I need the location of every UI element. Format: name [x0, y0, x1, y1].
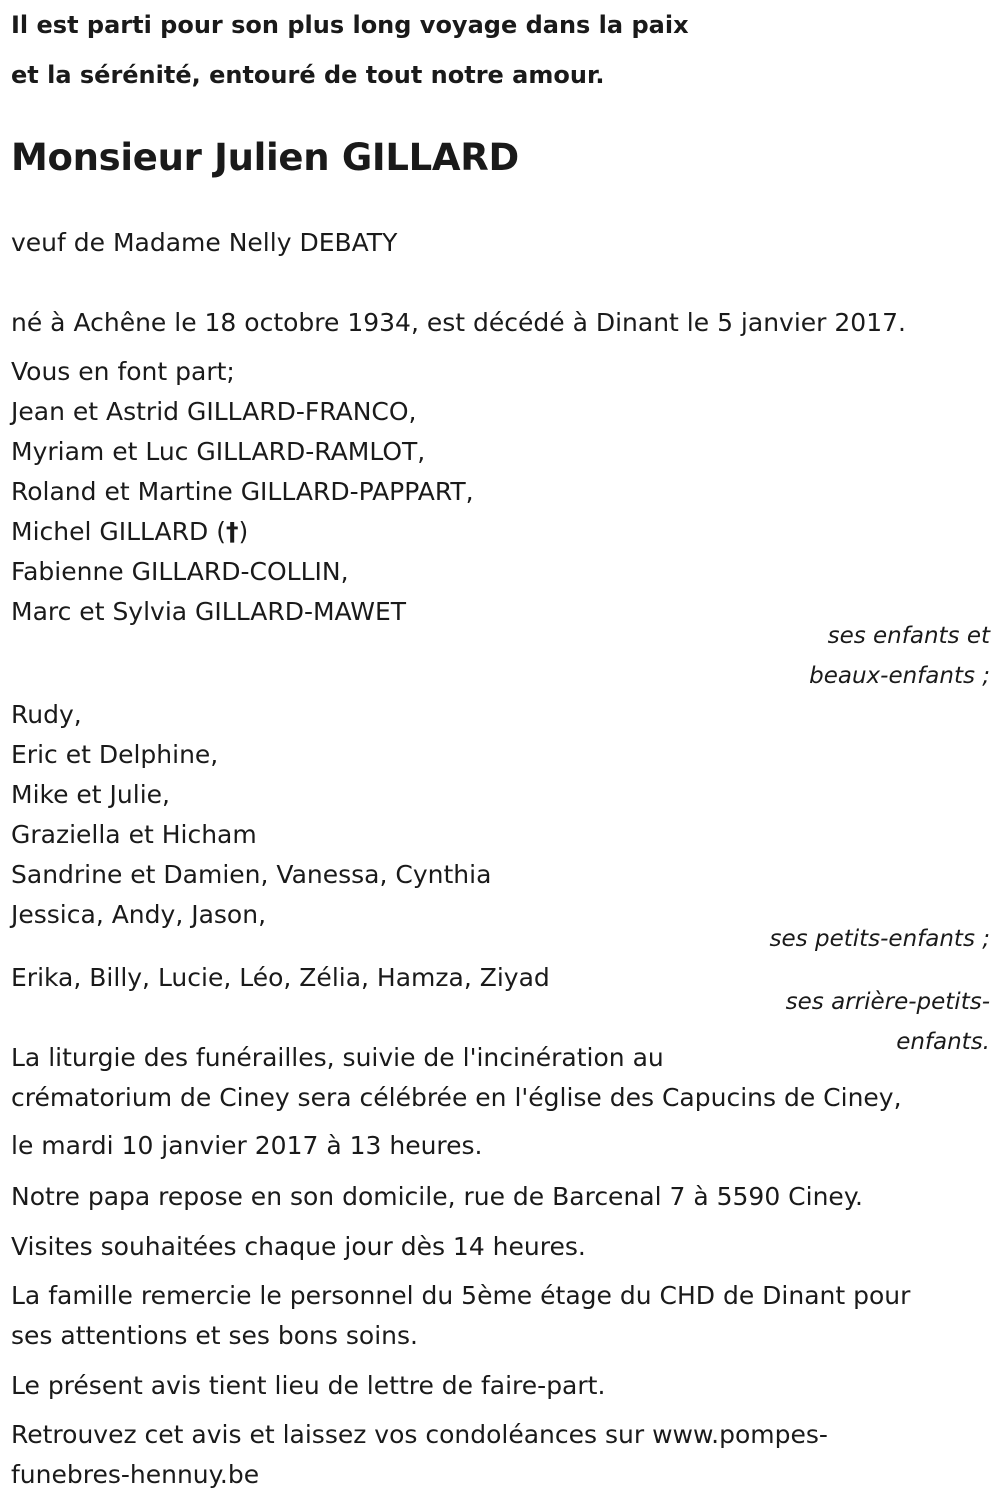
- grandchild-line: Mike et Julie,: [11, 780, 170, 809]
- cross-icon: †: [225, 517, 239, 546]
- thanks-line-2: ses attentions et ses bons soins.: [11, 1321, 418, 1350]
- deceased-name: Monsieur Julien GILLARD: [11, 136, 519, 179]
- spouse-line: veuf de Madame Nelly DEBATY: [11, 228, 398, 257]
- grandchild-line: Rudy,: [11, 700, 82, 729]
- child-line: Myriam et Luc GILLARD-RAMLOT,: [11, 437, 426, 466]
- grandchild-line: Eric et Delphine,: [11, 740, 219, 769]
- announcement-line: Vous en font part;: [11, 357, 235, 386]
- ceremony-line-1: La liturgie des funérailles, suivie de l'incinération au: [11, 1043, 664, 1072]
- notice-line: Le présent avis tient lieu de lettre de faire-part.: [11, 1371, 606, 1400]
- visits-line: Visites souhaitées chaque jour dès 14 heures.: [11, 1232, 586, 1261]
- grandchild-line: Graziella et Hicham: [11, 820, 257, 849]
- ceremony-line-2: crématorium de Ciney sera célébrée en l'église des Capucins de Ciney,: [11, 1083, 902, 1112]
- great-grandchildren-line: Erika, Billy, Lucie, Léo, Zélia, Hamza, Ziyad: [11, 963, 550, 992]
- children-role-line-2: beaux-enfants ;: [809, 663, 990, 689]
- great-grandchildren-role-line-2: enfants.: [896, 1029, 990, 1055]
- intro-line-1: Il est parti pour son plus long voyage dans la paix: [11, 11, 689, 39]
- children-role-line-1: ses enfants et: [827, 623, 990, 649]
- child-line: Jean et Astrid GILLARD-FRANCO,: [11, 397, 417, 426]
- condolences-line-2: funebres-hennuy.be: [11, 1460, 260, 1489]
- birth-death-line: né à Achêne le 18 octobre 1934, est décédé à Dinant le 5 janvier 2017.: [11, 308, 906, 337]
- grandchild-line: Sandrine et Damien, Vanessa, Cynthia: [11, 860, 492, 889]
- child-line-deceased: [11, 516, 248, 548]
- rest-place-line: Notre papa repose en son domicile, rue de Barcenal 7 à 5590 Ciney.: [11, 1182, 863, 1211]
- thanks-line-1: La famille remercie le personnel du 5ème étage du CHD de Dinant pour: [11, 1281, 911, 1310]
- child-close-paren: ): [238, 517, 249, 546]
- intro-line-2: et la sérénité, entouré de tout notre amour.: [11, 61, 605, 89]
- child-name: Michel GILLARD (: [11, 517, 226, 546]
- condolences-line-1: Retrouvez cet avis et laissez vos condoléances sur www.pompes-: [11, 1420, 828, 1449]
- grandchildren-role: ses petits-enfants ;: [769, 926, 990, 952]
- great-grandchildren-role-line-1: ses arrière-petits-: [785, 989, 990, 1015]
- child-line: Fabienne GILLARD-COLLIN,: [11, 557, 349, 586]
- child-line: Roland et Martine GILLARD-PAPPART,: [11, 477, 474, 506]
- ceremony-line-3: le mardi 10 janvier 2017 à 13 heures.: [11, 1131, 483, 1160]
- grandchild-line: Jessica, Andy, Jason,: [11, 900, 267, 929]
- child-line: Marc et Sylvia GILLARD-MAWET: [11, 597, 407, 626]
